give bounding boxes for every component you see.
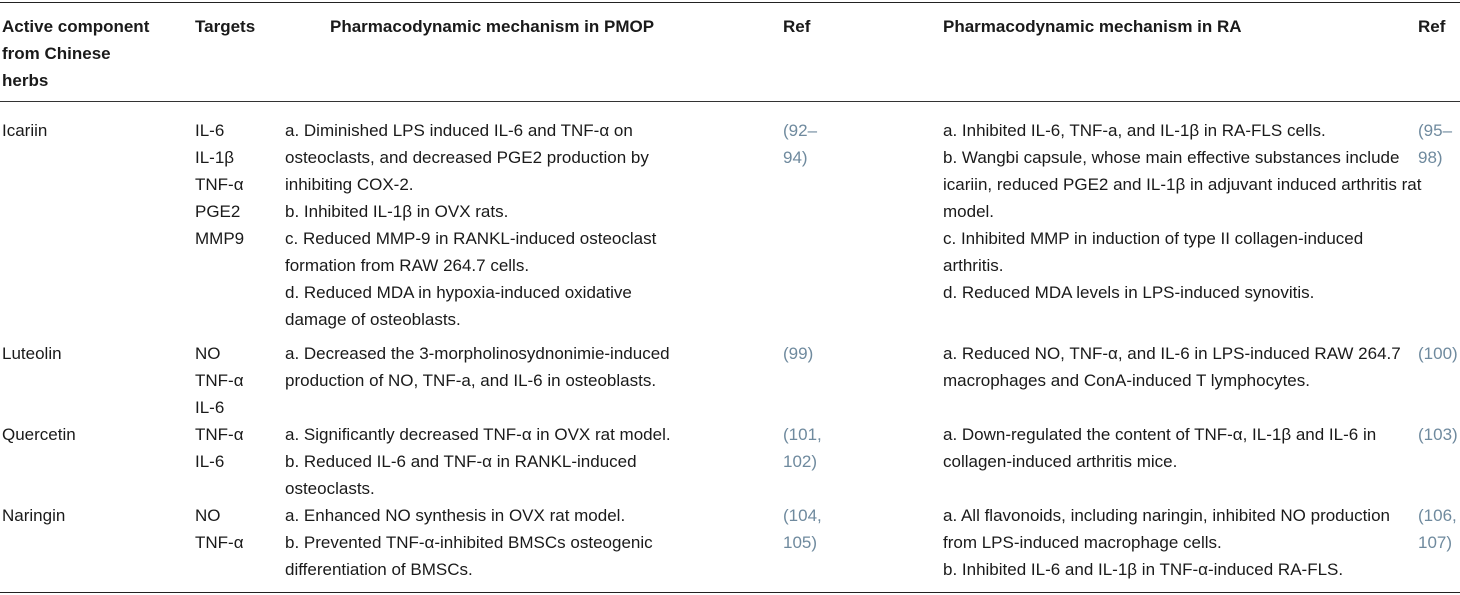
cell-line: from LPS-induced macrophage cells. [943, 533, 1222, 552]
cell-line: (92– [783, 121, 818, 140]
header-rule [0, 101, 1460, 102]
pmop-ref-cell [783, 502, 822, 556]
cell-line: NO [195, 344, 221, 363]
cell-line: arthritis. [943, 256, 1004, 275]
cell-line: a. Enhanced NO synthesis in OVX rat model. [285, 506, 626, 525]
cell-line: d. Reduced MDA in hypoxia-induced oxidative [285, 283, 632, 302]
cell-line: macrophages and ConA-induced T lymphocytes. [943, 371, 1310, 390]
header-ra: Pharmacodynamic mechanism in RA [943, 17, 1242, 36]
cell-line: a. All flavonoids, including naringin, inhibited NO production [943, 506, 1390, 525]
ra-mechanism-cell [943, 340, 1401, 394]
cell-line: collagen-induced arthritis mice. [943, 452, 1178, 471]
ra-ref-cell [1418, 117, 1452, 171]
targets-cell [195, 117, 244, 252]
cell-line: a. Decreased the 3-morpholinosydnonimie-induced [285, 344, 670, 363]
cell-line: production of NO, TNF-a, and IL-6 in osteoblasts. [285, 371, 657, 390]
ra-ref-cell [1418, 502, 1457, 556]
cell-line: a. Significantly decreased TNF-α in OVX rat model. [285, 425, 671, 444]
cell-line: c. Reduced MMP-9 in RANKL-induced osteoclast [285, 229, 657, 248]
ra-mechanism-cell [943, 117, 1421, 306]
table-bottom-rule [0, 592, 1460, 593]
cell-line: icariin, reduced PGE2 and IL-1β in adjuvant induced arthritis rat [943, 175, 1422, 194]
ra-mechanism-cell [943, 502, 1390, 583]
cell-line: c. Inhibited MMP in induction of type II collagen-induced [943, 229, 1364, 248]
cell-line: (103) [1418, 425, 1458, 444]
cell-line: osteoclasts, and decreased PGE2 production by [285, 148, 649, 167]
cell-line: a. Inhibited IL-6, TNF-a, and IL-1β in RA-FLS cells. [943, 121, 1326, 140]
cell-line: 94) [783, 148, 808, 167]
cell-line: model. [943, 202, 995, 221]
pmop-ref-cell [783, 117, 817, 171]
cell-line: PGE2 [195, 202, 241, 221]
cell-line: (99) [783, 344, 814, 363]
cell-line: IL-1β [195, 148, 235, 167]
cell-line: TNF-α [195, 425, 244, 444]
targets-cell [195, 421, 244, 475]
component-cell [2, 421, 76, 448]
cell-line: a. Diminished LPS induced IL-6 and TNF-α on [285, 121, 633, 140]
cell-line: (95– [1418, 121, 1453, 140]
cell-line: osteoclasts. [285, 479, 375, 498]
pmop-ref-cell [783, 421, 822, 475]
cell-line: d. Reduced MDA levels in LPS-induced synovitis. [943, 283, 1315, 302]
cell-line: inhibiting COX-2. [285, 175, 414, 194]
cell-line: b. Reduced IL-6 and TNF-α in RANKL-induced [285, 452, 637, 471]
cell-line: 107) [1418, 533, 1453, 552]
pmop-mechanism-cell [285, 421, 671, 502]
ra-ref-cell [1418, 421, 1458, 448]
cell-line: (106, [1418, 506, 1457, 525]
pmop-ref-cell [783, 340, 813, 367]
cell-line: (101, [783, 425, 822, 444]
component-cell [2, 117, 47, 144]
component-cell [2, 340, 62, 367]
cell-line: TNF-α [195, 371, 244, 390]
pmop-mechanism-cell [285, 502, 653, 583]
cell-line: IL-6 [195, 121, 225, 140]
cell-line: b. Inhibited IL-6 and IL-1β in TNF-α-induced RA-FLS. [943, 560, 1344, 579]
cell-line: TNF-α [195, 533, 244, 552]
cell-line: a. Down-regulated the content of TNF-α, IL-1β and IL-6 in [943, 425, 1377, 444]
pmop-mechanism-cell [285, 117, 656, 333]
ra-ref-cell [1418, 340, 1458, 367]
cell-line: Naringin [2, 506, 66, 525]
cell-line: Quercetin [2, 425, 76, 444]
targets-cell [195, 340, 244, 421]
header-targets: Targets [195, 17, 256, 36]
cell-line: IL-6 [195, 398, 225, 417]
cell-line: differentiation of BMSCs. [285, 560, 473, 579]
cell-line: Icariin [2, 121, 48, 140]
header-pmop: Pharmacodynamic mechanism in PMOP [330, 17, 655, 36]
cell-line: 98) [1418, 148, 1443, 167]
cell-line: b. Inhibited IL-1β in OVX rats. [285, 202, 509, 221]
pmop-mechanism-cell [285, 340, 670, 394]
cell-line: damage of osteoblasts. [285, 310, 461, 329]
cell-line: Luteolin [2, 344, 62, 363]
header-ref-pmop: Ref [783, 17, 811, 36]
cell-line: MMP9 [195, 229, 245, 248]
cell-line: 105) [783, 533, 818, 552]
cell-line: b. Wangbi capsule, whose main effective substances include [943, 148, 1400, 167]
ra-mechanism-cell [943, 421, 1376, 475]
cell-line: a. Reduced NO, TNF-α, and IL-6 in LPS-induced RAW 264.7 [943, 344, 1401, 363]
cell-line: formation from RAW 264.7 cells. [285, 256, 530, 275]
component-cell [2, 502, 65, 529]
cell-line: NO [195, 506, 221, 525]
cell-line: TNF-α [195, 175, 244, 194]
cell-line: (100) [1418, 344, 1458, 363]
cell-line: b. Prevented TNF-α-inhibited BMSCs osteogenic [285, 533, 653, 552]
header-ref-ra: Ref [1418, 17, 1446, 36]
cell-line: IL-6 [195, 452, 225, 471]
cell-line: (104, [783, 506, 822, 525]
targets-cell [195, 502, 244, 556]
header-active-component: Active component from Chinese herbs [2, 17, 150, 90]
table-top-rule [0, 2, 1460, 3]
cell-line: 102) [783, 452, 818, 471]
